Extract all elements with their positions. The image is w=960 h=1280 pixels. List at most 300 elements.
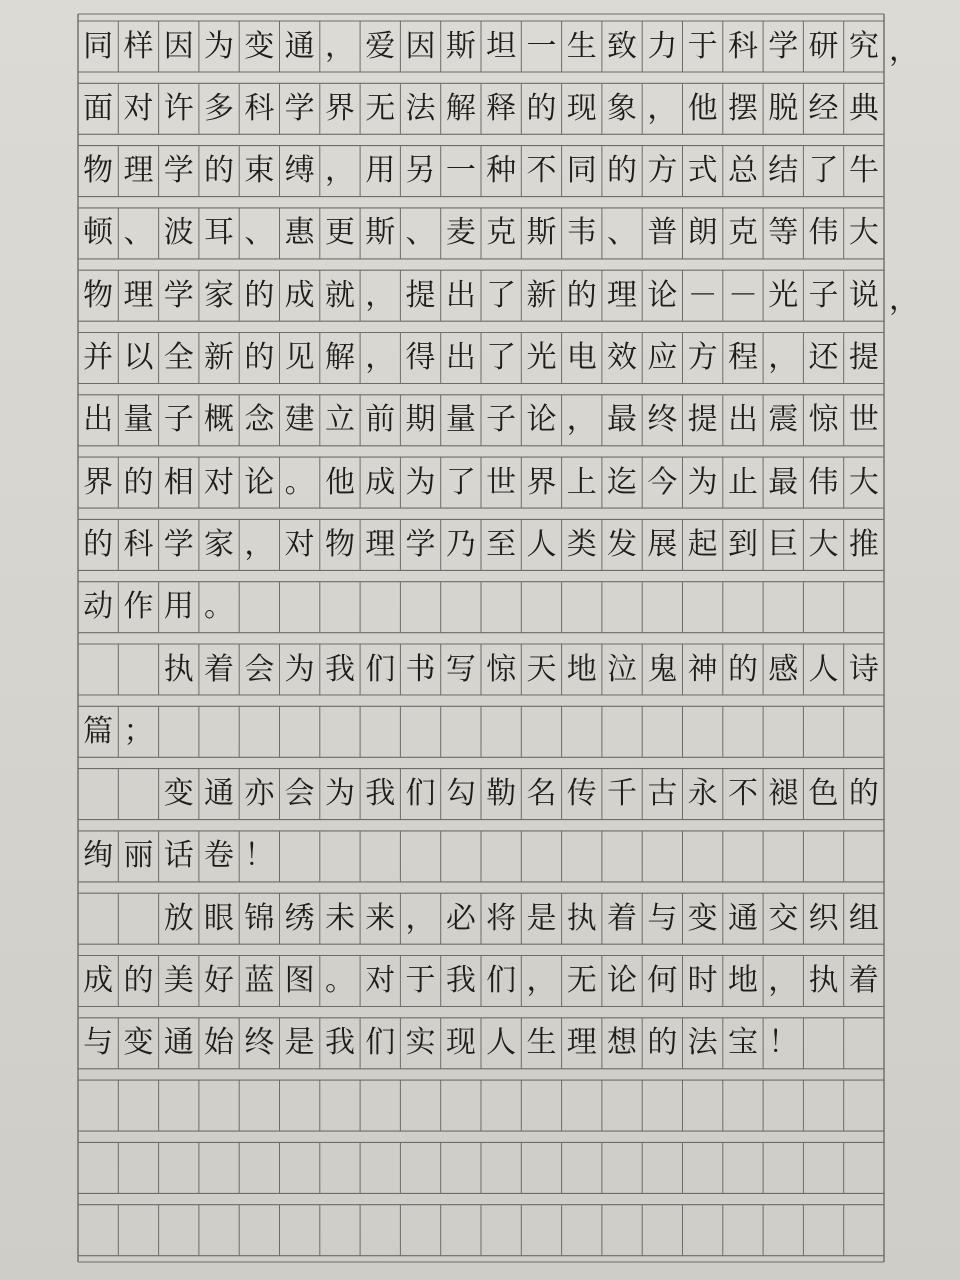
essay-char: 学 [163, 277, 194, 313]
essay-char: 的 [526, 90, 557, 126]
essay-char: 成 [365, 464, 396, 500]
essay-char: 论 [244, 464, 275, 500]
essay-char: 斯 [526, 215, 557, 251]
essay-char: 样 [123, 28, 154, 64]
essay-char: ， [365, 277, 396, 313]
essay-char: 未 [324, 900, 355, 936]
essay-char: 最 [607, 402, 638, 438]
essay-char: 多 [204, 90, 235, 126]
essay-char: ； [123, 713, 154, 749]
essay-char: 用 [365, 153, 396, 189]
essay-char: 的 [204, 153, 235, 189]
essay-char: 界 [83, 464, 114, 500]
essay-char: 说 [848, 277, 879, 313]
essay-char: 生 [566, 28, 597, 64]
essay-char: ， [244, 526, 275, 562]
essay-char: 就 [324, 277, 355, 313]
essay-char: 无 [365, 90, 396, 126]
essay-char: 提 [848, 340, 879, 375]
essay-char: 量 [445, 402, 476, 438]
essay-char: 结 [768, 153, 799, 189]
essay-char: 许 [163, 90, 194, 126]
essay-char: 出 [727, 402, 758, 438]
essay-char: 执 [566, 900, 597, 936]
essay-char: 得 [405, 340, 436, 375]
essay-char: 他 [324, 464, 355, 500]
essay-char: 现 [445, 1025, 476, 1061]
essay-line [78, 1080, 884, 1131]
essay-line [78, 395, 884, 446]
essay-char: 为 [687, 464, 718, 500]
essay-char: 斯 [445, 28, 476, 64]
essay-line [78, 333, 884, 384]
essay-char: 人 [486, 1025, 517, 1061]
essay-char [78, 644, 118, 695]
essay-char: 学 [405, 526, 436, 562]
essay-char: 无 [566, 963, 597, 998]
essay-char: 为 [204, 28, 235, 64]
essay-char: 诗 [848, 651, 879, 687]
essay-char: 理 [365, 526, 396, 562]
essay-char: 现 [566, 90, 597, 126]
essay-char: 人 [526, 526, 557, 562]
essay-char: 致 [607, 28, 638, 64]
essay-char: 提 [405, 277, 436, 313]
essay-char: 出 [445, 277, 476, 313]
essay-char: 以 [123, 340, 154, 375]
essay-char: 绣 [284, 900, 315, 936]
essay-char: 学 [284, 90, 315, 126]
essay-char: 、 [607, 215, 638, 251]
essay-char: 们 [365, 651, 396, 687]
essay-char: ， [405, 900, 436, 936]
essay-char: 坦 [486, 28, 517, 64]
essay-char: 世 [486, 464, 517, 500]
essay-char: 动 [83, 589, 114, 625]
essay-char: 执 [163, 651, 194, 687]
essay-char: 了 [445, 464, 476, 500]
essay-char: 因 [405, 28, 436, 64]
essay-char: 千 [607, 776, 638, 812]
essay-char: 等 [768, 215, 799, 251]
essay-char: 的 [848, 776, 879, 812]
essay-char: 最 [768, 464, 799, 500]
essay-char: 交 [768, 900, 799, 936]
essay-char: 类 [566, 526, 597, 562]
essay-char: 新 [526, 277, 557, 313]
essay-char: 人 [808, 651, 839, 687]
essay-char: 面 [83, 90, 114, 126]
essay-char: 耳 [204, 215, 235, 251]
essay-char: 的 [83, 526, 114, 562]
essay-char: 程 [727, 340, 758, 375]
essay-char: 方 [687, 340, 718, 375]
essay-char: 迄 [607, 464, 638, 500]
essay-char: 方 [647, 153, 678, 189]
essay-char: 始 [204, 1025, 235, 1061]
essay-char: 物 [83, 277, 114, 313]
essay-char: 乃 [445, 526, 476, 562]
essay-char: 展 [647, 526, 678, 562]
essay-line [78, 146, 884, 197]
essay-char: 到 [727, 526, 758, 562]
essay-char: － [727, 277, 758, 313]
essay-char: 解 [445, 90, 476, 126]
essay-char: ， [365, 340, 396, 375]
essay-char: 科 [123, 526, 154, 562]
essay-char: 研 [808, 28, 839, 64]
essay-char: 总 [727, 153, 758, 189]
essay-char: 子 [163, 402, 194, 438]
essay-char: 科 [244, 90, 275, 126]
essay-char: 顿 [83, 215, 114, 251]
essay-char: 大 [808, 526, 839, 562]
essay-line [78, 644, 884, 695]
essay-char: 我 [365, 776, 396, 812]
essay-char: 勾 [445, 776, 476, 812]
essay-char: 念 [244, 402, 275, 438]
essay-line [78, 1142, 884, 1193]
essay-char: 对 [365, 963, 396, 998]
essay-char: 着 [848, 963, 879, 998]
essay-char: 的 [566, 277, 597, 313]
essay-char: 更 [324, 215, 355, 251]
essay-char: 同 [83, 28, 114, 64]
essay-char: 世 [848, 402, 879, 438]
essay-char: 地 [566, 651, 597, 687]
essay-char: 见 [284, 340, 315, 375]
essay-char: 韦 [566, 215, 597, 251]
essay-char: 牛 [848, 153, 879, 189]
essay-char: ！ [244, 838, 275, 874]
essay-char: 出 [445, 340, 476, 375]
essay-char: 绚 [83, 838, 114, 874]
essay-char: 想 [607, 1025, 638, 1061]
essay-char: ， [526, 963, 557, 998]
essay-char: 是 [284, 1025, 315, 1061]
essay-char [118, 644, 158, 695]
essay-char: 的 [727, 651, 758, 687]
essay-char: 亦 [244, 776, 275, 812]
essay-char: 。 [324, 963, 355, 998]
essay-char: 了 [486, 277, 517, 313]
essay-char: 并 [83, 340, 114, 375]
essay-char: 卷 [204, 838, 235, 874]
essay-char: 我 [324, 1025, 355, 1061]
essay-char: 不 [526, 153, 557, 189]
essay-char: ， [768, 340, 799, 375]
essay-char: 对 [204, 464, 235, 500]
essay-char: 提 [687, 402, 718, 438]
essay-char: 的 [647, 1025, 678, 1061]
essay-char: 典 [848, 90, 879, 126]
essay-char: 另 [405, 153, 436, 189]
essay-char: 图 [284, 963, 315, 998]
essay-char: 话 [163, 838, 194, 874]
essay-char: 同 [566, 153, 597, 189]
essay-char: 理 [607, 277, 638, 313]
essay-char: 一 [526, 28, 557, 64]
essay-char [78, 769, 118, 820]
essay-char: 光 [768, 277, 799, 313]
essay-char: 、 [123, 215, 154, 251]
essay-char: 释 [486, 90, 517, 126]
essay-line [78, 519, 884, 570]
essay-char: 子 [486, 402, 517, 438]
essay-char: 勒 [486, 776, 517, 812]
essay-char: 成 [284, 277, 315, 313]
essay-char: 今 [647, 464, 678, 500]
essay-char: 眼 [204, 900, 235, 936]
essay-char: 的 [123, 963, 154, 998]
essay-char: 不 [727, 776, 758, 812]
essay-char: 感 [768, 651, 799, 687]
essay-char: 界 [526, 464, 557, 500]
essay-char: 。 [284, 464, 315, 500]
essay-char: 着 [204, 651, 235, 687]
essay-char: ， [647, 90, 678, 126]
essay-char: 全 [163, 340, 194, 375]
essay-char: － [687, 277, 718, 313]
essay-char: 。 [204, 589, 235, 625]
essay-char: 法 [687, 1025, 718, 1061]
essay-char: 的 [123, 464, 154, 500]
essay-char: 对 [284, 526, 315, 562]
essay-char: 地 [727, 963, 758, 998]
essay-char: 出 [83, 402, 114, 438]
essay-char: 他 [687, 90, 718, 126]
essay-char: 来 [365, 900, 396, 936]
essay-char: 丽 [123, 838, 154, 874]
essay-char: 名 [526, 776, 557, 812]
essay-char: 鬼 [647, 651, 678, 687]
essay-char: 电 [566, 340, 597, 375]
essay-char: 推 [848, 526, 879, 562]
essay-line [78, 270, 884, 321]
essay-char: 理 [123, 153, 154, 189]
essay-char: 神 [687, 651, 718, 687]
essay-char: 为 [324, 776, 355, 812]
essay-char: 普 [647, 215, 678, 251]
essay-char: 将 [486, 900, 517, 936]
essay-char: 论 [607, 963, 638, 998]
essay-char: 锦 [244, 900, 275, 936]
essay-char: 究 [848, 28, 879, 64]
essay-line [78, 769, 884, 820]
essay-line [78, 1205, 884, 1256]
essay-char: 物 [324, 526, 355, 562]
essay-char: 会 [244, 651, 275, 687]
essay-char: 的 [607, 153, 638, 189]
essay-char: 古 [647, 776, 678, 812]
essay-char: 大 [848, 215, 879, 251]
essay-char: 通 [204, 776, 235, 812]
essay-char: 克 [486, 215, 517, 251]
essay-char: 变 [123, 1025, 154, 1061]
essay-char: 物 [83, 153, 114, 189]
essay-char: 家 [204, 526, 235, 562]
essay-char: 蓝 [244, 963, 275, 998]
essay-char: 因 [163, 28, 194, 64]
essay-char: 会 [284, 776, 315, 812]
essay-char: 脱 [768, 90, 799, 126]
essay-char: 作 [123, 589, 154, 625]
essay-char: 大 [848, 464, 879, 500]
essay-char: 篇 [83, 713, 114, 749]
essay-char: 上 [566, 464, 597, 500]
essay-line [78, 21, 884, 72]
essay-char: 象 [607, 90, 638, 126]
essay-char: 相 [163, 464, 194, 500]
essay-char: 学 [768, 28, 799, 64]
essay-char: 子 [808, 277, 839, 313]
essay-line [78, 457, 884, 508]
essay-char: 斯 [365, 215, 396, 251]
essay-char: 新 [204, 340, 235, 375]
essay-char: 理 [566, 1025, 597, 1061]
essay-char: 于 [405, 963, 436, 998]
essay-char: 变 [244, 28, 275, 64]
essay-char: 通 [163, 1025, 194, 1061]
essay-char: 宝 [727, 1025, 758, 1061]
essay-char: 传 [566, 776, 597, 812]
essay-char: 巨 [768, 526, 799, 562]
essay-line [78, 706, 884, 757]
essay-char: ， [566, 402, 597, 438]
essay-line [78, 831, 884, 882]
essay-char: 们 [405, 776, 436, 812]
essay-char: 我 [445, 963, 476, 998]
essay-char: 生 [526, 1025, 557, 1061]
essay-line [78, 956, 884, 1007]
essay-char: ， [324, 28, 355, 64]
essay-char: 为 [284, 651, 315, 687]
essay-char: 期 [405, 402, 436, 438]
essay-char: 终 [647, 402, 678, 438]
essay-char: 一 [445, 153, 476, 189]
essay-char: 成 [83, 963, 114, 998]
essay-char: 了 [808, 153, 839, 189]
essay-char: 惠 [284, 215, 315, 251]
essay-char: 用 [163, 589, 194, 625]
essay-char: 着 [607, 900, 638, 936]
essay-char: 组 [848, 900, 879, 936]
essay-char: 起 [687, 526, 718, 562]
essay-char: 、 [244, 215, 275, 251]
essay-char: 式 [687, 153, 718, 189]
essay-char: 、 [405, 215, 436, 251]
essay-char: 执 [808, 963, 839, 998]
essay-char [118, 769, 158, 820]
essay-char: 概 [204, 402, 235, 438]
essay-char: 力 [647, 28, 678, 64]
essay-char: ， [768, 963, 799, 998]
essay-char: 变 [687, 900, 718, 936]
essay-char: 放 [163, 900, 194, 936]
essay-char [118, 893, 158, 944]
essay-char: 至 [486, 526, 517, 562]
essay-char: 理 [123, 277, 154, 313]
essay-char: 立 [324, 402, 355, 438]
essay-char: 止 [727, 464, 758, 500]
essay-char: 惊 [808, 402, 839, 438]
essay-char: 何 [647, 963, 678, 998]
essay-char: 的 [244, 340, 275, 375]
essay-char: 震 [768, 402, 799, 438]
essay-line [78, 208, 884, 259]
essay-char: 还 [808, 340, 839, 375]
essay-char: 终 [244, 1025, 275, 1061]
essay-line [78, 582, 884, 633]
essay-char: 织 [808, 900, 839, 936]
essay-char: 时 [687, 963, 718, 998]
essay-char: ， [324, 153, 355, 189]
essay-char: 美 [163, 963, 194, 998]
essay-char: 波 [163, 215, 194, 251]
essay-char: 法 [405, 90, 436, 126]
essay-char: 好 [204, 963, 235, 998]
essay-char: 与 [83, 1025, 114, 1061]
essay-char: 朗 [687, 215, 718, 251]
essay-line [78, 1018, 884, 1069]
essay-char: 缚 [284, 153, 315, 189]
essay-char: 摆 [727, 90, 758, 126]
essay-char: 为 [405, 464, 436, 500]
essay-char: 科 [727, 28, 758, 64]
essay-char: 永 [687, 776, 718, 812]
essay-char: 解 [324, 340, 355, 375]
margin-punctuation: ， [889, 32, 919, 68]
essay-char: 泣 [607, 651, 638, 687]
essay-char: ！ [768, 1025, 799, 1061]
essay-char: 种 [486, 153, 517, 189]
essay-char: 们 [486, 963, 517, 998]
essay-char: 们 [365, 1025, 396, 1061]
essay-char: 写 [445, 651, 476, 687]
essay-char: 量 [123, 402, 154, 438]
essay-char: 伟 [808, 464, 839, 500]
essay-char: 的 [244, 277, 275, 313]
essay-char: 必 [445, 900, 476, 936]
essay-char: 学 [163, 526, 194, 562]
essay-char: 惊 [486, 651, 517, 687]
essay-char: 爱 [365, 28, 396, 64]
essay-char [78, 893, 118, 944]
essay-char: 了 [486, 340, 517, 375]
essay-char: 效 [607, 340, 638, 375]
essay-char: 学 [163, 153, 194, 189]
essay-char: 与 [647, 900, 678, 936]
essay-char: 伟 [808, 215, 839, 251]
essay-char: 论 [526, 402, 557, 438]
essay-char: 前 [365, 402, 396, 438]
essay-line [78, 893, 884, 944]
essay-char: 褪 [768, 776, 799, 812]
essay-char: 建 [284, 402, 315, 438]
essay-char: 通 [284, 28, 315, 64]
essay-char: 变 [163, 776, 194, 812]
essay-line [78, 83, 884, 134]
essay-char: 应 [647, 340, 678, 375]
essay-char: 色 [808, 776, 839, 812]
margin-punctuation: ， [889, 281, 919, 317]
essay-char: 克 [727, 215, 758, 251]
essay-char: 我 [324, 651, 355, 687]
essay-char: 于 [687, 28, 718, 64]
essay-char: 对 [123, 90, 154, 126]
essay-char: 束 [244, 153, 275, 189]
essay-char: 是 [526, 900, 557, 936]
